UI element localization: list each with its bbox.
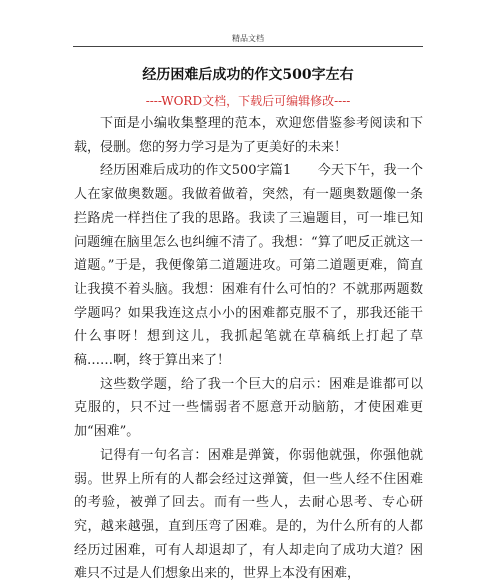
page-header	[0, 0, 496, 46]
document-title: 经历困难后成功的作文500字左右	[142, 67, 354, 83]
document-body	[74, 112, 423, 586]
paragraph-story: 经历困难后成功的作文500字篇1 今天下午，我一个人在家做奥数题。我做着做着，突然，有一题奥数题像一条拦路虎一样挡住了我的思路。我读了三遍题目，可一堆已知问题缠在脑里怎么也纠缠不清了。我想：“算了吧反正就这一道题。”于是，我便像第二道题进攻。可第二道题更难，简直让我摸不着头脑。我想：困难有什么可怕的？不就那两题数学题吗？如果我连这点小小的困难都克服不了，那我还能干什么事呀！想到这儿，我抓起笔就在草稿纸上打起了草稿……啊，终于算出来了！	[74, 163, 423, 369]
paragraph-insight: 这些数学题，给了我一个巨大的启示：困难是谁都可以克服的，只不过一些懦弱者不愿意开动脑筋，才使困难更加“困难”。	[74, 376, 423, 440]
paragraph-quote: 记得有一句名言：困难是弹簧，你弱他就强，你强他就弱。世界上所有的人都会经过这弹簧，但一些人经不住困难的考验，被弹了回去。而有一些人，去耐心思考、专心研究，越来越强，直到压弯了困难。是的，为什么所有的人都经历过困难，可有人却退却了，有人却走向了成功大道？困难只不过是人们想象出来的，世界上本没有困难，	[74, 447, 423, 582]
header-divider	[73, 46, 423, 47]
header-label: 精品文档	[232, 34, 264, 43]
document-subtitle: ----WORD文档，下载后可编辑修改----	[145, 94, 351, 108]
paragraph-intro: 下面是小编收集整理的范本，欢迎您借鉴参考阅读和下载，侵删。您的努力学习是为了更美好的未来！	[74, 116, 423, 155]
